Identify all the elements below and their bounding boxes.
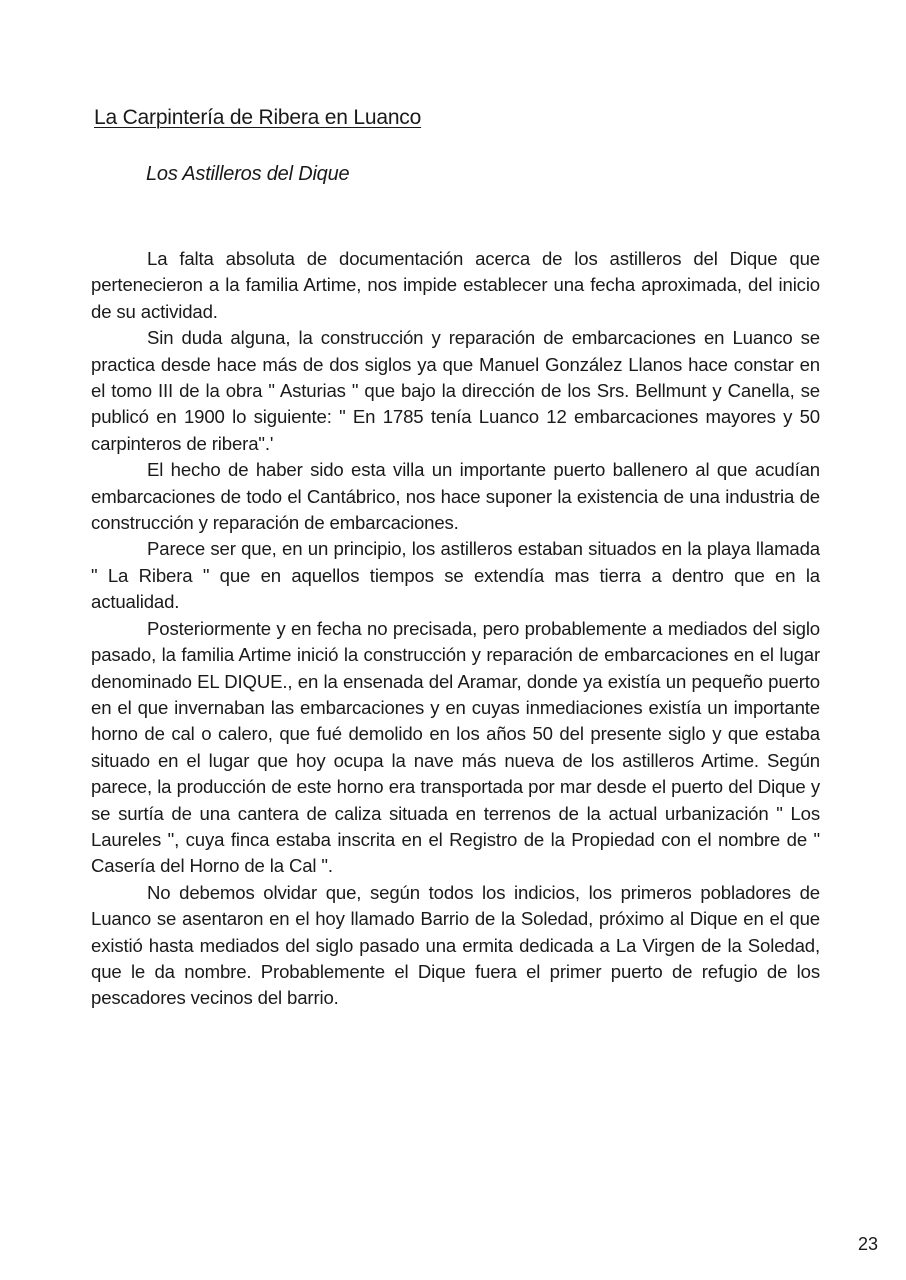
body-text — [91, 246, 820, 1012]
paragraph: Parece ser que, en un principio, los astilleros estaban situados en la playa llamada " La Ribera " que en aquellos tiempos se extendía mas tierra a dentro que en la actualidad. — [91, 538, 820, 613]
paragraph: La falta absoluta de documentación acerca de los astilleros del Dique que pertenecieron a la familia Artime, nos impide establecer una fecha aproximada, del inicio de su actividad. — [91, 248, 820, 322]
paragraph: No debemos olvidar que, según todos los indicios, los primeros pobladores de Luanco se asentaron en el hoy llamado Barrio de la Soledad, próximo al Dique en el que existió hasta mediados del siglo pasado una ermita dedicada a La Virgen de la Soledad, que le da nombre. Probablemente el Dique fuera el primer puerto de refugio de los pescadores vecinos del barrio. — [91, 881, 820, 1009]
page-number: 23 — [858, 1234, 879, 1254]
section-heading: La Carpintería de Ribera en Luanco — [94, 106, 422, 129]
paragraph: Sin duda alguna, la construcción y reparación de embarcaciones en Luanco se practica desde hace más de dos siglos ya que Manuel González Llanos hace constar en el tomo III de la obra " Asturias " que bajo la dirección de los Srs. Bellmunt y Canella, se publicó en 1900 lo siguiente: " En 1785 tenía Luanco 12 embarcaciones mayores y 50 carpinteros de ribera".' — [91, 327, 820, 454]
paragraph: El hecho de haber sido esta villa un importante puerto ballenero al que acudían embarcaciones de todo el Cantábrico, nos hace suponer la existencia de una industria de construcción y reparación de embarcaciones. — [91, 459, 820, 534]
subsection-heading: Los Astilleros del Dique — [146, 163, 350, 185]
paragraph: Posteriormente y en fecha no precisada, pero probablemente a mediados del siglo pasado, la familia Artime inició la construcción y reparación de embarcaciones en el lugar denominado EL DIQUE., en la ensenada del Aramar, donde ya existía un pequeño puerto en el que invernaban las embarcaciones y en cuyas inmediaciones existía un importante horno de cal o calero, que fué demolido en los años 50 del presente siglo y que estaba situado en el lugar que hoy ocupa la nave más nueva de los astilleros Artime. Según parece, la producción de este horno era transportada por mar desde el puerto del Dique y se surtía de una cantera de caliza situada en terrenos de la actual urbanización " Los Laureles ", cuya finca estaba inscrita en el Registro de la Propiedad con el nombre de " Casería del Horno de la Cal ". — [91, 617, 820, 877]
